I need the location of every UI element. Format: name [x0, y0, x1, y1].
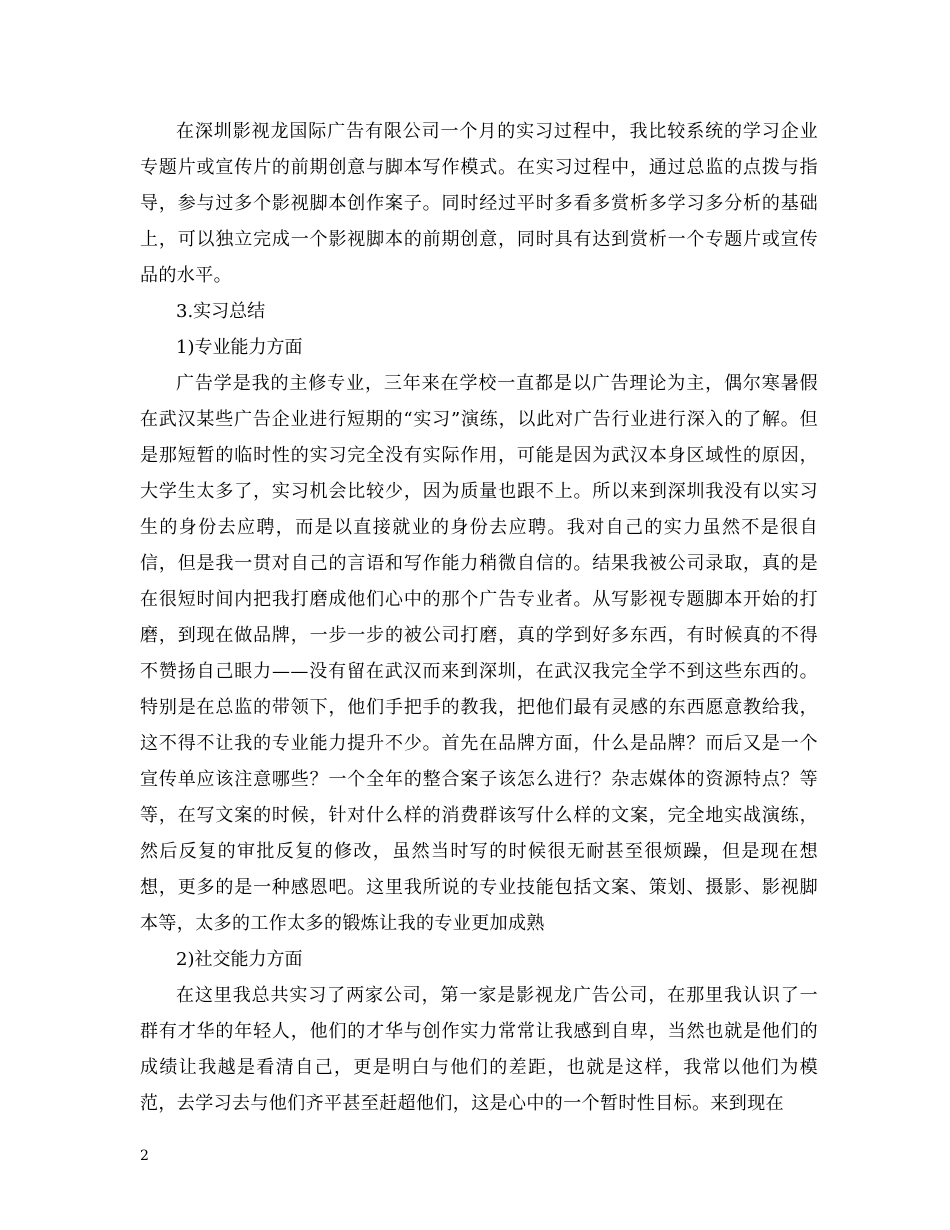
paragraph-professional: 广告学是我的主修专业，三年来在学校一直都是以广告理论为主，偶尔寒暑假在武汉某些广告企业进行短期的“实习”演练，以此对广告行业进行深入的了解。但是那短暂的临时性的实习完全没有实际作用，可能是因为武汉本身区域性的原因，大学生太多了，实习机会比较少，因为质量也跟不上。所以来到深圳我没有以实习生的身份去应聘，而是以直接就业的身份去应聘。我对自己的实力虽然不是很自信，但是我一贯对自己的言语和写作能力稍微自信的。结果我被公司录取，真的是在很短时间内把我打磨成他们心中的那个广告专业者。从写影视专题脚本开始的打磨，到现在做品牌，一步一步的被公司打磨，真的学到好多东西，有时候真的不得不赞扬自己眼力——没有留在武汉而来到深圳，在武汉我完全学不到这些东西的。特别是在总监的带领下，他们手把手的教我，把他们最有灵感的东西愿意教给我，这不得不让我的专业能力提升不少。首先在品牌方面，什么是品牌？而后又是一个宣传单应该注意哪些？一个全年的整合案子该怎么进行？杂志媒体的资源特点？等等，在写文案的时候，针对什么样的消费群该写什么样的文案，完全地实战演练，然后反复的审批反复的修改，虽然当时写的时候很无耐甚至很烦躁，但是现在想想，更多的是一种感恩吧。这里我所说的专业技能包括文案、策划、摄影、影视脚本等，太多的工作太多的锻炼让我的专业更加成熟: [140, 373, 818, 934]
subheading-social: 2)社交能力方面: [176, 949, 303, 970]
document-body: [140, 114, 818, 1122]
section-heading-summary: 3.实习总结: [176, 301, 266, 322]
paragraph-intro: 在深圳影视龙国际广告有限公司一个月的实习过程中，我比较系统的学习企业专题片或宣传片的前期创意与脚本写作模式。在实习过程中，通过总监的点拨与指导，参与过多个影视脚本创作案子。同时经过平时多看多赏析多学习多分析的基础上，可以独立完成一个影视脚本的前期创意，同时具有达到赏析一个专题片或宣传品的水平。: [140, 121, 818, 286]
paragraph-social: 在这里我总共实习了两家公司，第一家是影视龙广告公司，在那里我认识了一群有才华的年轻人，他们的才华与创作实力常常让我感到自卑，当然也就是他们的成绩让我越是看清自己，更是明白与他们的差距，也就是这样，我常以他们为模范，去学习去与他们齐平甚至赶超他们，这是心中的一个暂时性目标。来到现在: [140, 985, 818, 1114]
subheading-professional: 1)专业能力方面: [176, 337, 303, 358]
page-number: 2: [140, 1148, 149, 1164]
